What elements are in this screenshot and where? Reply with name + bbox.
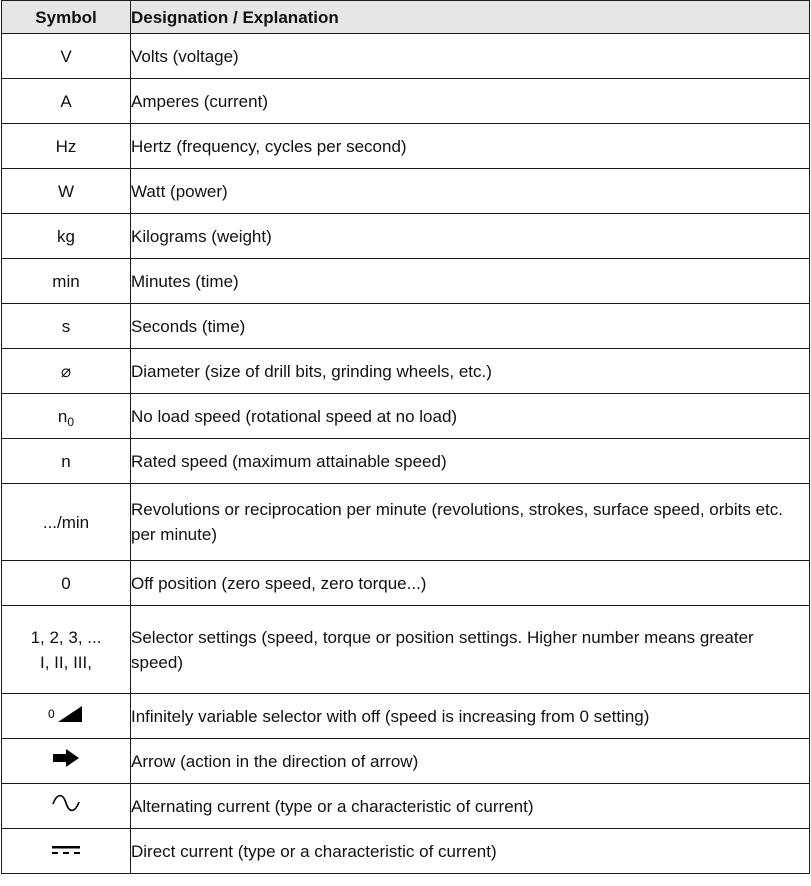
explanation-cell: Direct current (type or a characteristic of current) bbox=[131, 829, 810, 874]
table-row bbox=[2, 259, 810, 304]
explanation-cell: Kilograms (weight) bbox=[131, 214, 810, 259]
explanation-cell: Arrow (action in the direction of arrow) bbox=[131, 739, 810, 784]
alternating-current-icon bbox=[51, 793, 81, 820]
table-row bbox=[2, 349, 810, 394]
symbol-cell: kg bbox=[2, 214, 131, 259]
symbol-cell: s bbox=[2, 304, 131, 349]
table-row bbox=[2, 561, 810, 606]
symbol-subscript: 0 bbox=[67, 414, 75, 429]
explanation-cell: Watt (power) bbox=[131, 169, 810, 214]
selector-zero-label: 0 bbox=[48, 706, 55, 721]
explanation-cell: Off position (zero speed, zero torque...) bbox=[131, 561, 810, 606]
symbol-cell: Hz bbox=[2, 124, 131, 169]
table-row bbox=[2, 484, 810, 561]
symbol-cell: 0 bbox=[2, 561, 131, 606]
table-header bbox=[2, 1, 810, 34]
table-row bbox=[2, 439, 810, 484]
symbol-cell bbox=[2, 606, 131, 694]
explanation-column-header: Designation / Explanation bbox=[131, 1, 810, 34]
explanation-cell: Amperes (current) bbox=[131, 79, 810, 124]
explanation-cell: Alternating current (type or a characteristic of current) bbox=[131, 784, 810, 829]
symbol-cell: .../min bbox=[2, 484, 131, 561]
symbol-cell: min bbox=[2, 259, 131, 304]
explanation-cell: Selector settings (speed, torque or position settings. Higher number means greater speed) bbox=[131, 606, 810, 694]
table-row bbox=[2, 784, 810, 829]
symbols-table bbox=[1, 0, 810, 874]
variable-selector-wedge-icon bbox=[46, 702, 86, 731]
symbol-cell bbox=[2, 829, 131, 874]
symbol-cell: n bbox=[2, 439, 131, 484]
symbol-column-header: Symbol bbox=[2, 1, 131, 34]
symbol-cell bbox=[2, 739, 131, 784]
explanation-cell: Seconds (time) bbox=[131, 304, 810, 349]
table-row bbox=[2, 214, 810, 259]
table-row bbox=[2, 829, 810, 874]
explanation-cell: Rated speed (maximum attainable speed) bbox=[131, 439, 810, 484]
table-row bbox=[2, 739, 810, 784]
symbol-cell: ⌀ bbox=[2, 349, 131, 394]
symbol-line: I, II, III, bbox=[40, 652, 92, 672]
table-row bbox=[2, 304, 810, 349]
explanation-cell: Diameter (size of drill bits, grinding wheels, etc.) bbox=[131, 349, 810, 394]
table-row bbox=[2, 79, 810, 124]
explanation-cell: Revolutions or reciprocation per minute (revolutions, strokes, surface speed, orbits etc. per minute) bbox=[131, 484, 810, 561]
table-row bbox=[2, 606, 810, 694]
direct-current-icon bbox=[51, 839, 81, 864]
explanation-cell: Infinitely variable selector with off (speed is increasing from 0 setting) bbox=[131, 694, 810, 739]
table-row bbox=[2, 694, 810, 739]
symbol-cell bbox=[2, 694, 131, 739]
explanation-cell: Volts (voltage) bbox=[131, 34, 810, 79]
explanation-cell: Minutes (time) bbox=[131, 259, 810, 304]
symbol-cell bbox=[2, 784, 131, 829]
explanation-cell: Hertz (frequency, cycles per second) bbox=[131, 124, 810, 169]
header-row bbox=[2, 1, 810, 34]
table-row bbox=[2, 124, 810, 169]
explanation-cell: No load speed (rotational speed at no load) bbox=[131, 394, 810, 439]
symbol-cell: A bbox=[2, 79, 131, 124]
symbol-cell: W bbox=[2, 169, 131, 214]
symbol-base: n bbox=[57, 406, 68, 426]
symbol-cell bbox=[2, 394, 131, 439]
symbol-cell: V bbox=[2, 34, 131, 79]
symbol-line: 1, 2, 3, ... bbox=[30, 627, 102, 647]
table-row bbox=[2, 394, 810, 439]
table-row bbox=[2, 169, 810, 214]
right-arrow-icon bbox=[51, 748, 81, 775]
table-row bbox=[2, 34, 810, 79]
